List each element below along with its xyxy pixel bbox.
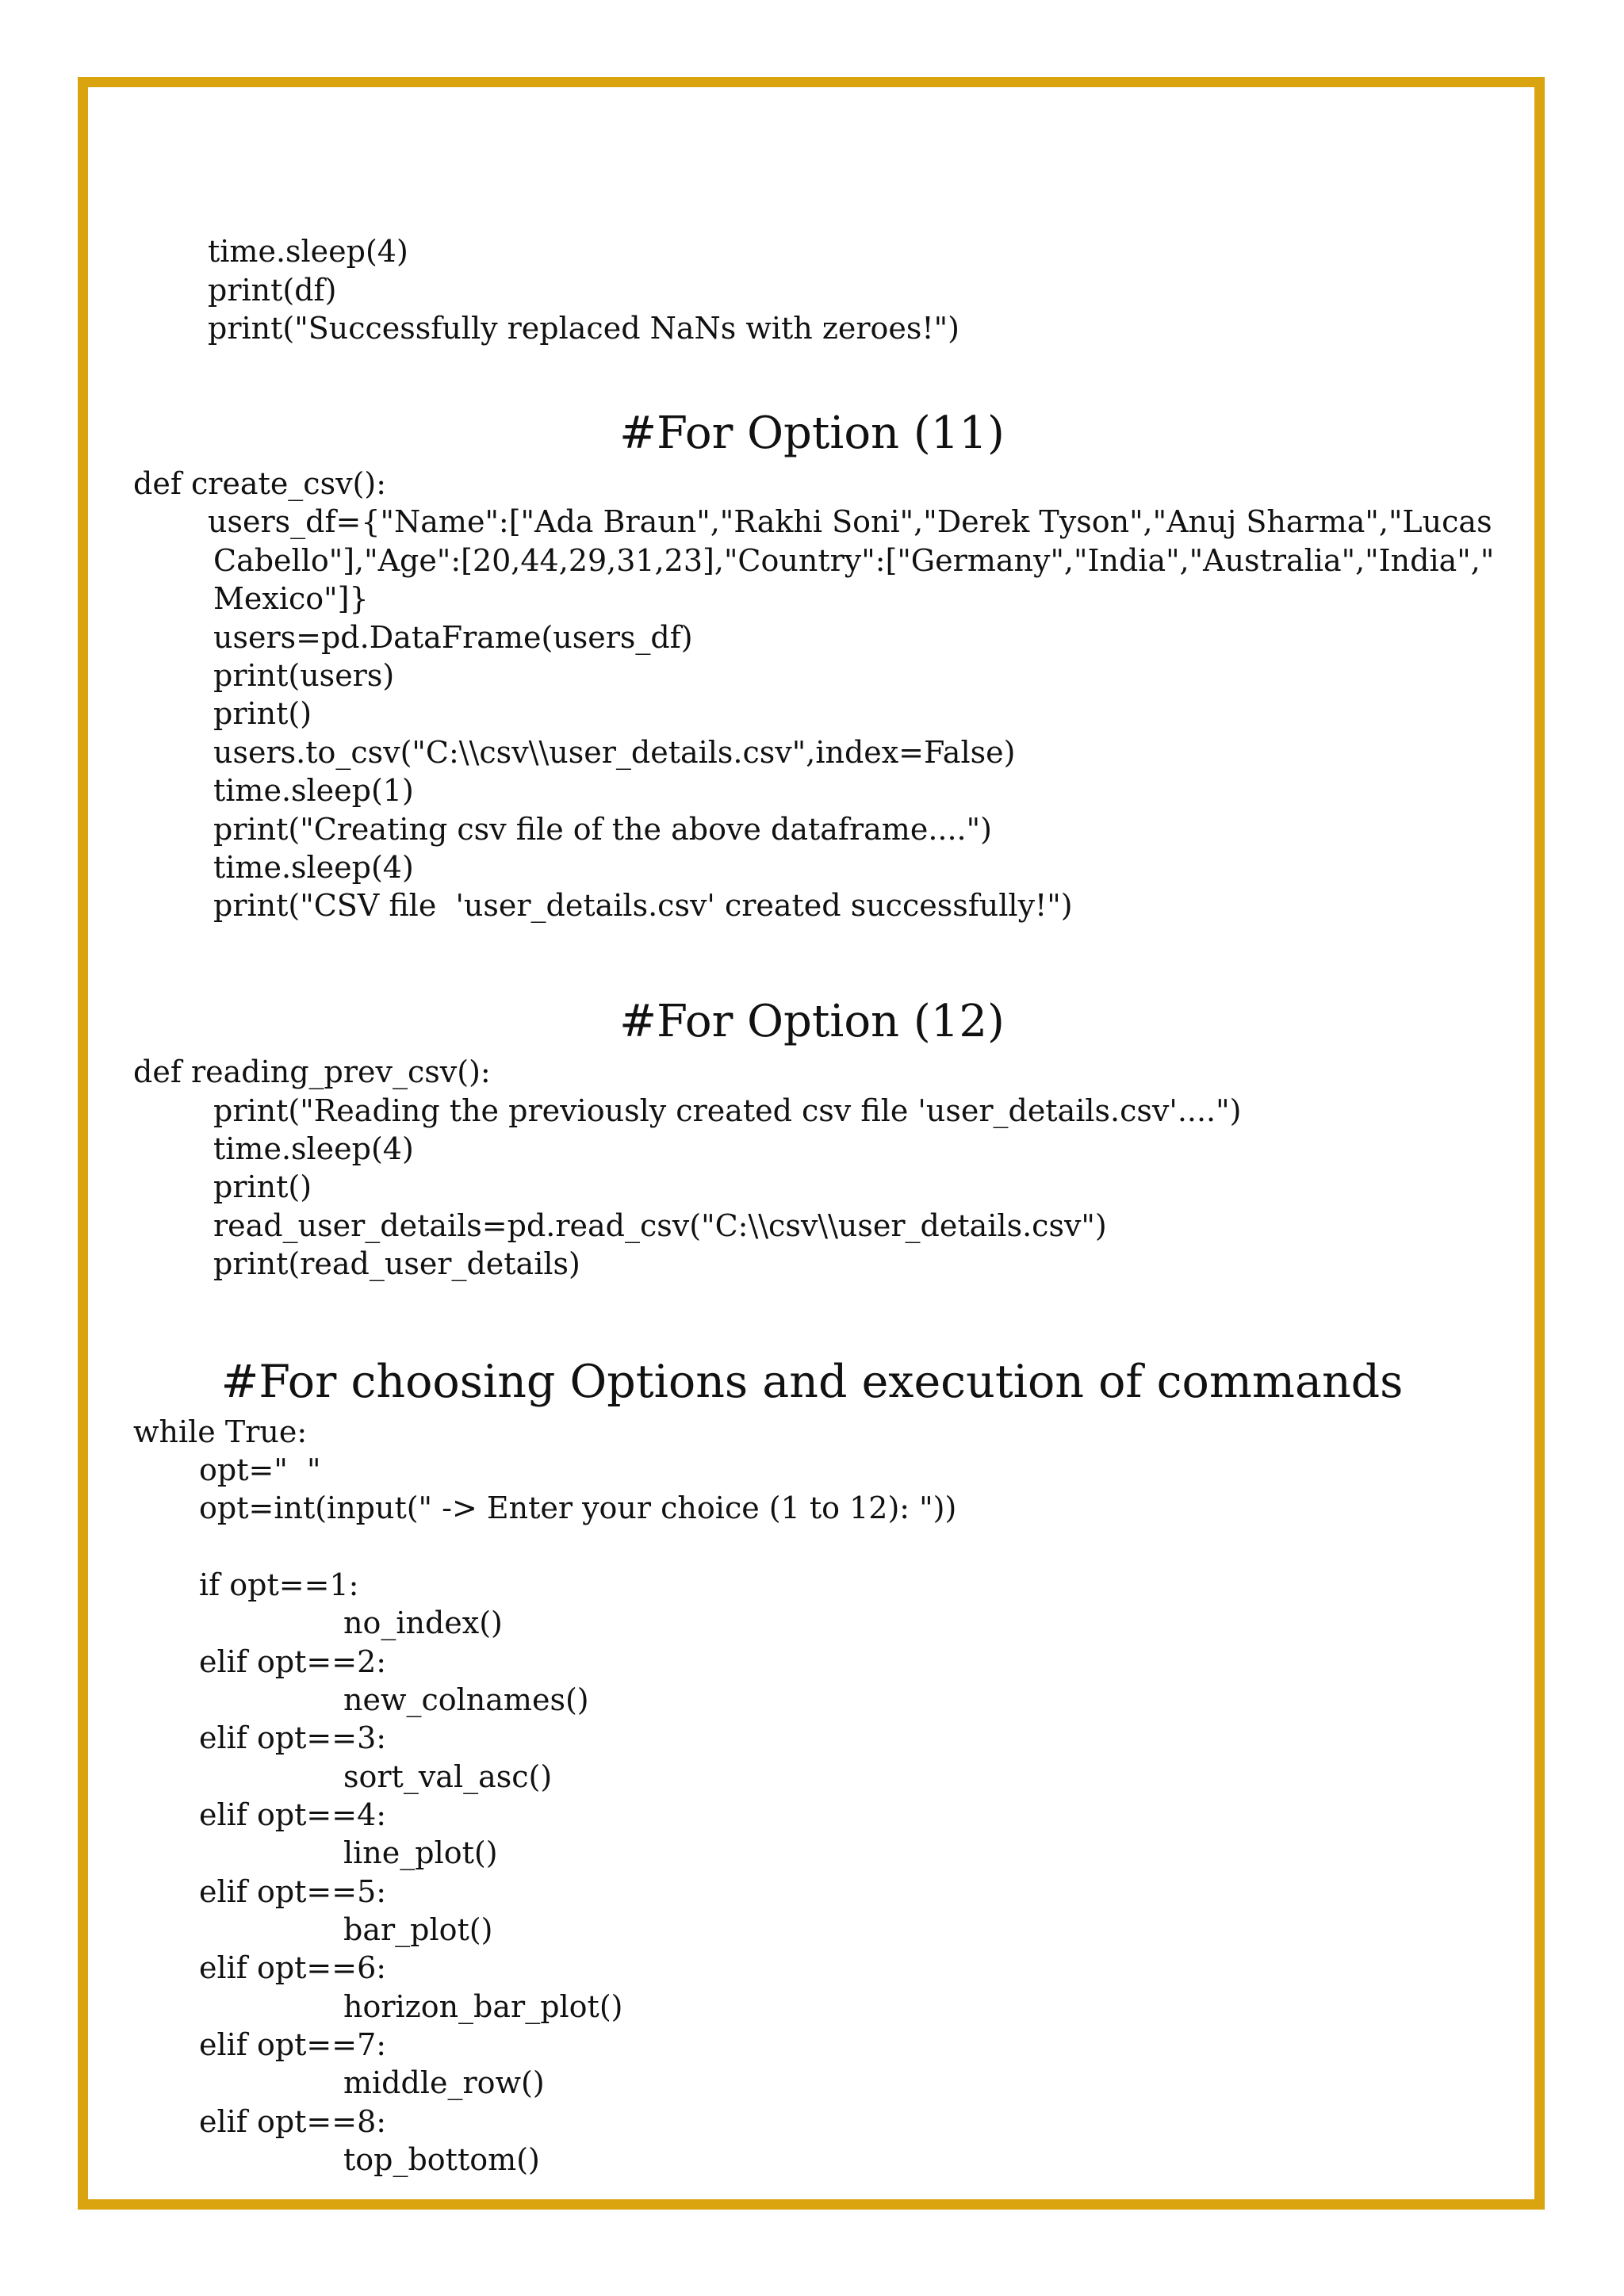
code-line: print(df) (208, 273, 337, 308)
code-line: print() (213, 1169, 312, 1204)
condition-line: if opt==1: (199, 1567, 359, 1602)
code-line: time.sleep(4) (208, 234, 408, 269)
code-line: print(read_user_details) (213, 1246, 580, 1281)
code-line: opt=" " (199, 1452, 321, 1487)
section-heading-choosing-options: #For choosing Options and execution of commands (220, 1356, 1404, 1408)
code-line: print("Creating csv file of the above dataframe....") (213, 812, 992, 847)
call-line: no_index() (343, 1605, 503, 1640)
code-line: time.sleep(4) (213, 850, 414, 885)
condition-line: elif opt==6: (199, 1950, 387, 1985)
code-line: opt=int(input(" -> Enter your choice (1 to 12): ")) (199, 1490, 957, 1525)
code-line: print("Reading the previously created csv file 'user_details.csv'....") (213, 1093, 1242, 1128)
condition-line: elif opt==3: (199, 1720, 387, 1755)
call-line: new_colnames() (343, 1682, 589, 1717)
call-line: top_bottom() (343, 2142, 540, 2177)
code-line: time.sleep(4) (213, 1131, 414, 1166)
code-line: print(users) (213, 658, 395, 693)
function-def: def reading_prev_csv(): (133, 1054, 491, 1089)
code-line: print() (213, 696, 312, 731)
code-line: print("CSV file 'user_details.csv' created successfully!") (213, 888, 1073, 923)
condition-line: elif opt==5: (199, 1874, 387, 1909)
section-heading-option-11: #For Option (11) (619, 408, 1005, 459)
condition-line: elif opt==7: (199, 2027, 387, 2062)
code-line: Cabello"],"Age":[20,44,29,31,23],"Country":["Germany","India","Australia","India"," (213, 543, 1495, 578)
section-heading-option-12: #For Option (12) (619, 996, 1005, 1047)
code-line: read_user_details=pd.read_csv("C:\\csv\\user_details.csv") (213, 1208, 1107, 1243)
call-line: bar_plot() (343, 1912, 493, 1947)
code-line: users_df={"Name":["Ada Braun","Rakhi Soni","Derek Tyson","Anuj Sharma","Lucas (208, 504, 1492, 539)
code-line: Mexico"]} (213, 581, 369, 616)
code-line: users.to_csv("C:\\csv\\user_details.csv",index=False) (213, 735, 1016, 770)
code-line: users=pd.DataFrame(users_df) (213, 620, 693, 655)
while-statement: while True: (133, 1414, 308, 1449)
condition-line: elif opt==2: (199, 1644, 387, 1679)
code-line: print("Successfully replaced NaNs with zeroes!") (208, 311, 959, 346)
call-line: line_plot() (343, 1835, 498, 1870)
call-line: sort_val_asc() (343, 1759, 553, 1794)
condition-line: elif opt==8: (199, 2104, 387, 2139)
call-line: horizon_bar_plot() (343, 1989, 623, 2024)
condition-line: elif opt==4: (199, 1797, 387, 1832)
call-line: middle_row() (343, 2065, 545, 2100)
function-def: def create_csv(): (133, 466, 387, 501)
code-line: time.sleep(1) (213, 773, 414, 808)
